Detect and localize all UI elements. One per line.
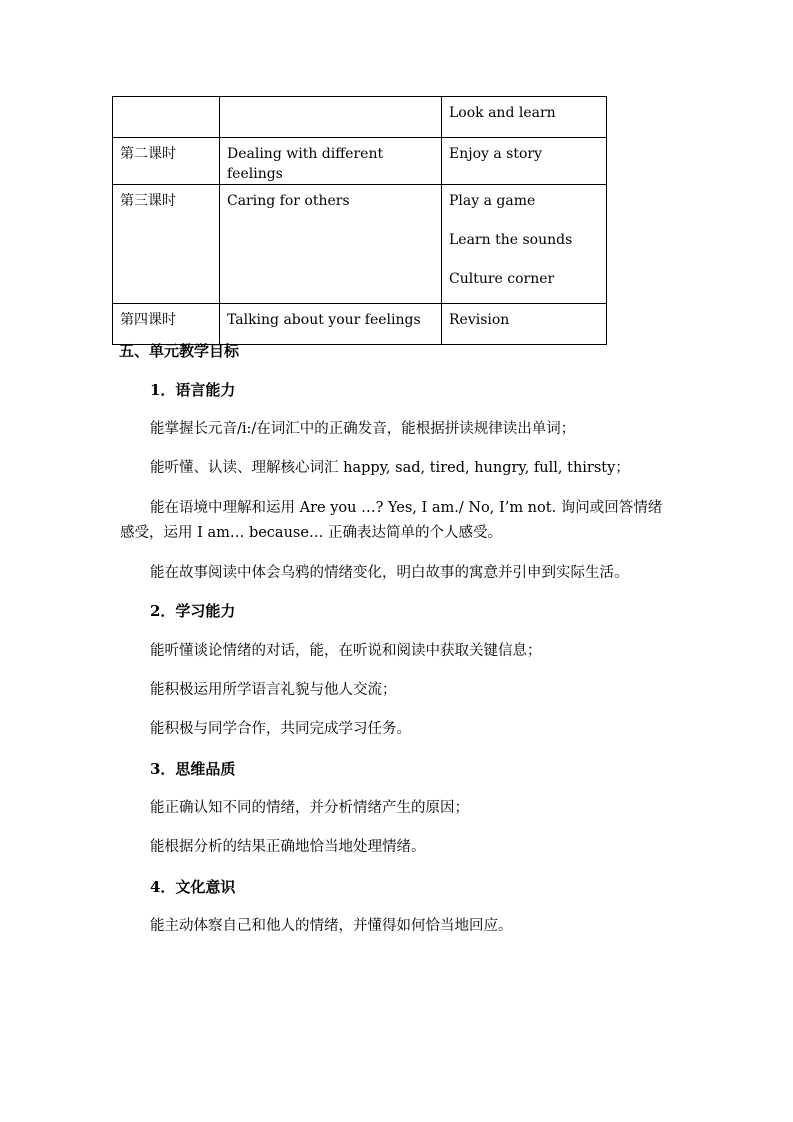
goal-heading: 2．学习能力 (150, 602, 236, 620)
goal-heading: 4．文化意识 (150, 878, 236, 896)
goal-item: 能在故事阅读中体会乌鸦的情绪变化，明白故事的寓意并引申到实际生活。 (150, 565, 629, 581)
activity-item: Play a game (449, 193, 536, 209)
goal-item: 能主动体察自己和他人的情绪，并懂得如何恰当地回应。 (150, 918, 513, 934)
goal-heading: 3．思维品质 (150, 760, 236, 778)
lesson-plan-table (112, 96, 607, 345)
activity-item: Look and learn (449, 105, 556, 121)
topic-cell: Dealing with different feelings (220, 138, 442, 185)
table-row (113, 138, 607, 185)
activities-cell (442, 304, 607, 345)
period-cell: 第四课时 (113, 304, 220, 345)
goal-item: 能听懂、认读、理解核心词汇 happy, sad, tired, hungry, full, thirsty； (150, 460, 630, 476)
activities-cell (442, 185, 607, 304)
activities-cell (442, 138, 607, 185)
activity-item: Learn the sounds (449, 232, 573, 248)
goal-item: 感受，运用 I am… because… 正确表达简单的个人感受。 (120, 525, 503, 541)
section-title: 五、单元教学目标 (119, 342, 240, 360)
table-row (113, 185, 607, 304)
goal-item: 能积极运用所学语言礼貌与他人交流； (150, 682, 397, 698)
goal-item: 能在语境中理解和运用 Are you …? Yes, I am./ No, I’m not. 询问或回答情绪 (150, 500, 663, 516)
goal-heading: 1．语言能力 (150, 381, 236, 399)
topic-cell: Caring for others (220, 185, 442, 304)
goal-item: 能根据分析的结果正确地恰当地处理情绪。 (150, 839, 426, 855)
topic-cell (220, 97, 442, 138)
table-row (113, 304, 607, 345)
period-cell (113, 97, 220, 138)
goal-item: 能掌握长元音/i:/在词汇中的正确发音，能根据拼读规律读出单词； (150, 421, 576, 437)
goal-item: 能积极与同学合作，共同完成学习任务。 (150, 721, 411, 737)
period-cell: 第三课时 (113, 185, 220, 304)
activity-item: Revision (449, 312, 510, 328)
table-row (113, 97, 607, 138)
activities-cell (442, 97, 607, 138)
goal-item: 能正确认知不同的情绪，并分析情绪产生的原因； (150, 800, 469, 816)
topic-cell: Talking about your feelings (220, 304, 442, 345)
goal-item: 能听懂谈论情绪的对话，能，在听说和阅读中获取关键信息； (150, 643, 542, 659)
period-cell: 第二课时 (113, 138, 220, 185)
activity-item: Enjoy a story (449, 146, 543, 162)
activity-item: Culture corner (449, 271, 555, 287)
